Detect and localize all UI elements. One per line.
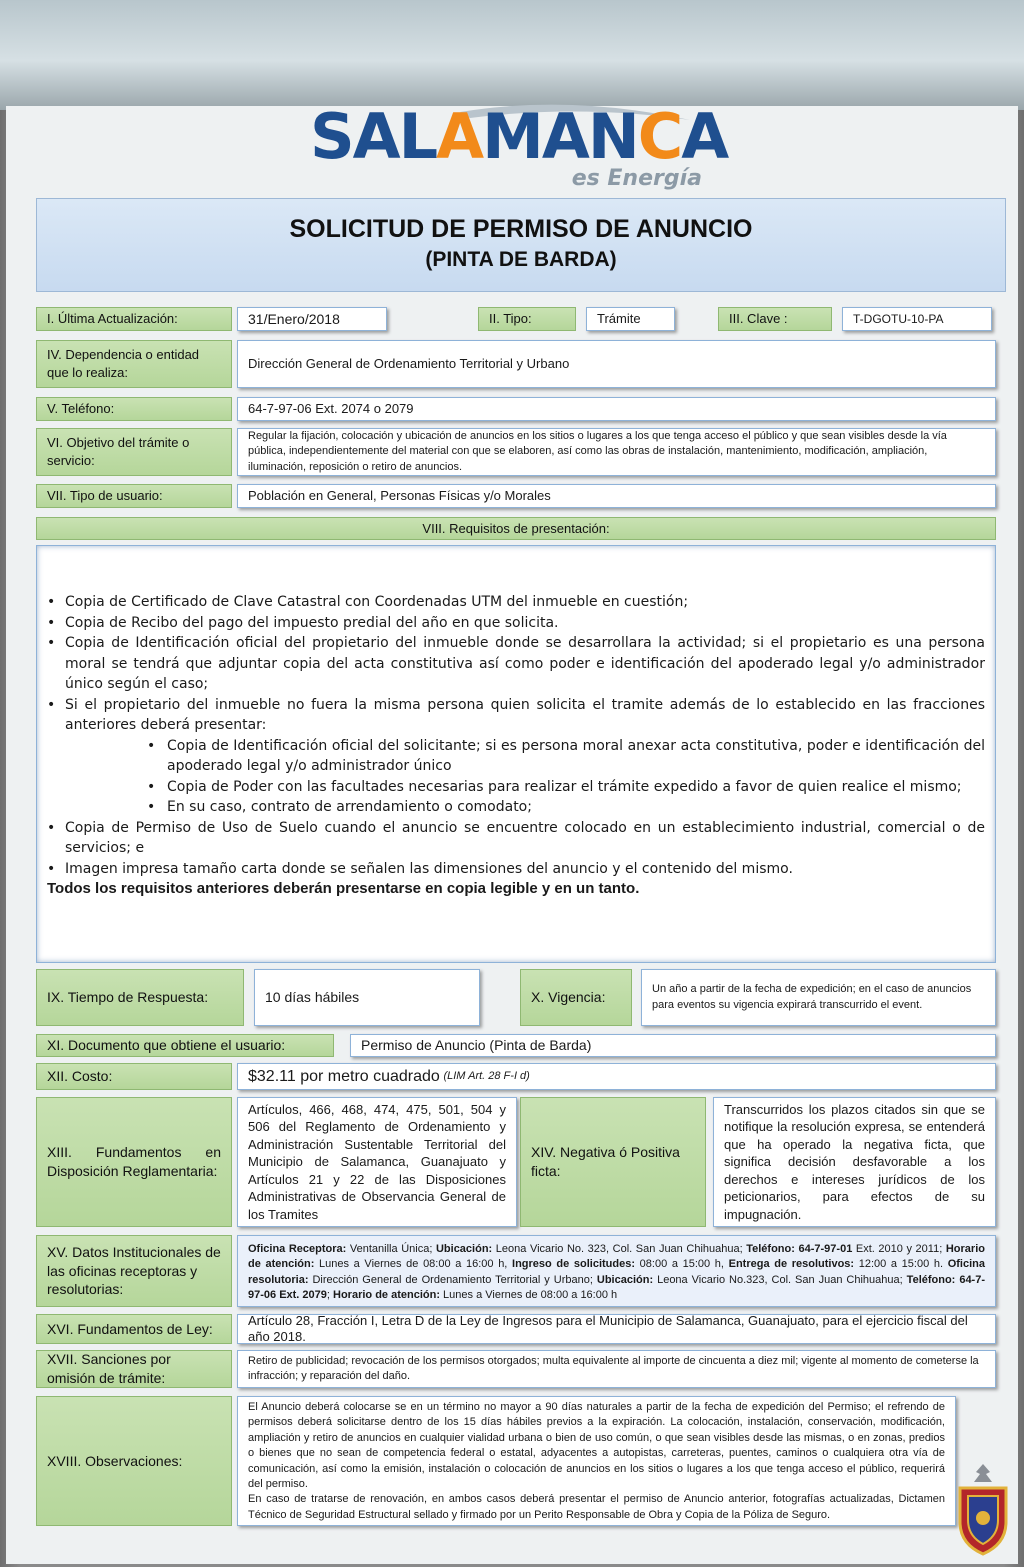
requisitos-box <box>36 545 996 963</box>
label-sanciones: XVII. Sanciones por omisión de trámite: <box>36 1350 232 1388</box>
label-documento: XI. Documento que obtiene el usuario: <box>36 1034 334 1057</box>
page-title: SOLICITUD DE PERMISO DE ANUNCIO <box>289 215 753 243</box>
datos-value: Dirección General de Ordenamiento Territorial y Urbano; <box>308 1273 597 1286</box>
label-tipo-usuario: VII. Tipo de usuario: <box>36 484 232 508</box>
label-observaciones: XVIII. Observaciones: <box>36 1396 232 1526</box>
label-ultima-actualizacion: I. Última Actualización: <box>36 307 232 331</box>
header-sky <box>0 0 1024 110</box>
label-costo: XII. Costo: <box>36 1063 232 1090</box>
datos-key: Oficina Receptora: <box>248 1243 347 1255</box>
value-documento: Permiso de Anuncio (Pinta de Barda) <box>350 1034 996 1057</box>
logo-wordmark: SALAMANCA <box>310 100 728 173</box>
datos-value: Ventanilla Única; <box>346 1243 436 1255</box>
label-tipo: II. Tipo: <box>478 307 576 331</box>
value-vigencia: Un año a partir de la fecha de expedición; en el caso de anuncios para eventos su vigencia expirará transcurrido el event. <box>641 969 996 1026</box>
costo-note: (LIM Art. 28 F-I d) <box>443 1070 530 1083</box>
page-subtitle: (PINTA DE BARDA) <box>425 248 617 271</box>
value-tipo: Trámite <box>586 307 675 331</box>
datos-key: Ubicación: <box>596 1273 654 1286</box>
value-fundamentos: Artículos, 466, 468, 474, 475, 501, 504 y 506 del Reglamento de Ordenamiento y Administración Sustentable Territorial del Municipio de Salamanca, Guanajuato y Artículos 21 y 22 de las Disposiciones Administrativas de Observancia General de los Tramites <box>237 1097 517 1227</box>
logo-subtitle: es Energía <box>571 166 702 191</box>
label-clave: III. Clave : <box>718 307 832 331</box>
label-ley: XVI. Fundamentos de Ley: <box>36 1314 232 1344</box>
datos-value: Lunes a Viernes de 08:00 a 16:00 h, <box>314 1258 513 1271</box>
requisitos-list-after <box>47 818 985 880</box>
datos-key: Ubicación: <box>435 1243 493 1255</box>
value-ultima-actualizacion: 31/Enero/2018 <box>237 307 387 331</box>
title-banner <box>36 198 1006 292</box>
label-datos: XV. Datos Institucionales de las oficinas receptoras y resolutorias: <box>36 1235 232 1307</box>
requisitos-note: Todos los requisitos anteriores deberán presentarse en copia legible y en un tanto. <box>47 880 640 897</box>
datos-key: Horario de atención: <box>333 1289 440 1302</box>
requisitos-list <box>47 592 985 736</box>
label-fundamentos: XIII. Fundamentos en Disposición Reglamentaria: <box>36 1097 232 1227</box>
coat-of-arms-icon <box>952 1462 1014 1556</box>
list-item: • Si el propietario del inmueble no fuera la misma persona quien solicita el tramite además de lo establecido en las fracciones anteriores deberá presentar: <box>47 695 985 736</box>
label-dependencia: IV. Dependencia o entidad que lo realiza: <box>36 340 232 388</box>
datos-key: Entrega de resolutivos: <box>728 1258 855 1271</box>
costo-amount: $32.11 por metro cuadrado <box>248 1067 440 1085</box>
value-tiempo: 10 días hábiles <box>254 969 480 1026</box>
datos-value: Ext. 2010 y 2011; <box>852 1243 946 1255</box>
requisitos-sublist <box>147 736 985 818</box>
list-item: • Copia de Permiso de Uso de Suelo cuando el anuncio se encuentre colocado en un establecimiento industrial, comercial o de servicios; e <box>47 818 985 859</box>
list-item: • Copia de Identificación oficial del solicitante; si es persona moral anexar acta constitutiva, poder e identificación del apoderado legal y/o administrador único <box>147 736 985 777</box>
label-tiempo: IX. Tiempo de Respuesta: <box>36 969 244 1026</box>
label-requisitos: VIII. Requisitos de presentación: <box>36 517 996 540</box>
datos-key: Teléfono: 64-7-97-06 Ext. 2079 <box>248 1273 985 1302</box>
datos-value: Leona Vicario No. 323, Col. San Juan Chihuahua; <box>492 1243 747 1255</box>
list-item: • Copia de Recibo del pago del impuesto predial del año en que solicita. <box>47 613 985 634</box>
list-item: • Copia de Certificado de Clave Catastral con Coordenadas UTM del inmueble en cuestión; <box>47 592 985 613</box>
observaciones-paragraph: El Anuncio deberá colocarse se en un término no mayor a 90 días naturales a partir de la fecha de expedición del Permiso; el refrendo de permisos deberá solicitarse dentro de los 15 días hábiles previos a la expiración. La colocación, instalación, conservación, modificación, ampliación y retiro de anuncios en cualquier vialidad urbana o bien de uso común, o que sean visibles desde las mismas, o en zonas, predios o bienes que no sean de competencia federal o estatal, adyacentes a autopistas, carreteras, puentes, caminos o cualquiera otra vía de comunicación, así como la emisión, instalación o colocación de anuncios en los sitios o lugares a los que tenga acceso el público, requerirá del permiso. <box>248 1401 945 1490</box>
value-telefono: 64-7-97-06 Ext. 2074 o 2079 <box>237 397 996 421</box>
observaciones-paragraph: En caso de tratarse de renovación, en ambos casos deberá presentar el permiso de Anuncio anterior, fotografías actualizadas, Dictamen Técnico de Seguridad Estructural sellado y firmado por un Perito Responsable de Obra y Copia de la Póliza de Seguro. <box>248 1493 945 1521</box>
value-negativa: Transcurridos los plazos citados sin que se notifique la resolución expresa, se entenderá que ha operado la negativa ficta, que significa decisión desfavorable a los derechos e intereses jurídicos de los peticionarios, para efectos de su impugnación. <box>713 1097 996 1227</box>
salamanca-logo <box>310 100 728 196</box>
datos-value: Leona Vicario No.323, Col. San Juan Chihuahua; <box>653 1273 907 1286</box>
value-observaciones <box>237 1396 956 1526</box>
datos-key: Horario de atención: <box>248 1243 985 1271</box>
value-ley: Artículo 28, Fracción I, Letra D de la Ley de Ingresos para el Municipio de Salamanca, Guanajuato, para el ejercicio fiscal del año 2018. <box>237 1314 996 1344</box>
list-item: • Imagen impresa tamaño carta donde se señalen las dimensiones del anuncio y el contenido del mismo. <box>47 859 985 880</box>
list-item: • Copia de Identificación oficial del propietario del inmueble donde se desarrollara la actividad; si el propietario es una persona moral se tendrá que adjuntar copia del acta constitutiva así como poder e identificación del apoderado legal y/o administrador único según el caso; <box>47 633 985 695</box>
value-costo <box>237 1063 996 1090</box>
datos-key: Oficina resolutoria: <box>248 1258 985 1286</box>
datos-value: ; <box>326 1289 334 1302</box>
list-item: • En su caso, contrato de arrendamiento o comodato; <box>147 797 985 818</box>
datos-key: Ingreso de solicitudes: <box>512 1258 636 1271</box>
value-datos <box>237 1235 996 1307</box>
label-vigencia: X. Vigencia: <box>520 969 632 1026</box>
label-objetivo: VI. Objetivo del trámite o servicio: <box>36 428 232 476</box>
datos-key: Teléfono: 64-7-97-01 <box>746 1243 853 1255</box>
datos-value: 12:00 a 15:00 h. <box>854 1258 948 1271</box>
list-item: • Copia de Poder con las facultades necesarias para realizar el trámite expedido a favor de quien realice el mismo; <box>147 777 985 798</box>
label-telefono: V. Teléfono: <box>36 397 232 421</box>
datos-value: 08:00 a 15:00 h, <box>635 1258 729 1271</box>
datos-value: Lunes a Viernes de 08:00 a 16:00 h <box>439 1289 618 1302</box>
label-negativa: XIV. Negativa ó Positiva ficta: <box>520 1097 706 1227</box>
value-objetivo: Regular la fijación, colocación y ubicación de anuncios en los sitios o lugares a los que tenga acceso el público y que sean visibles desde la vía pública, independientemente del material con que se elaboren, así como las obras de instalación, mantenimiento, modificación, ampliación, iluminación, reposición o retiro de anuncios. <box>237 428 996 476</box>
value-sanciones: Retiro de publicidad; revocación de los permisos otorgados; multa equivalente al importe de cincuenta a diez mil; vigente al momento de cometerse la infracción; y reparación del daño. <box>237 1350 996 1388</box>
value-tipo-usuario: Población en General, Personas Físicas y/o Morales <box>237 484 996 508</box>
value-dependencia: Dirección General de Ordenamiento Territorial y Urbano <box>237 340 996 388</box>
value-clave: T-DGOTU-10-PA <box>842 307 992 331</box>
